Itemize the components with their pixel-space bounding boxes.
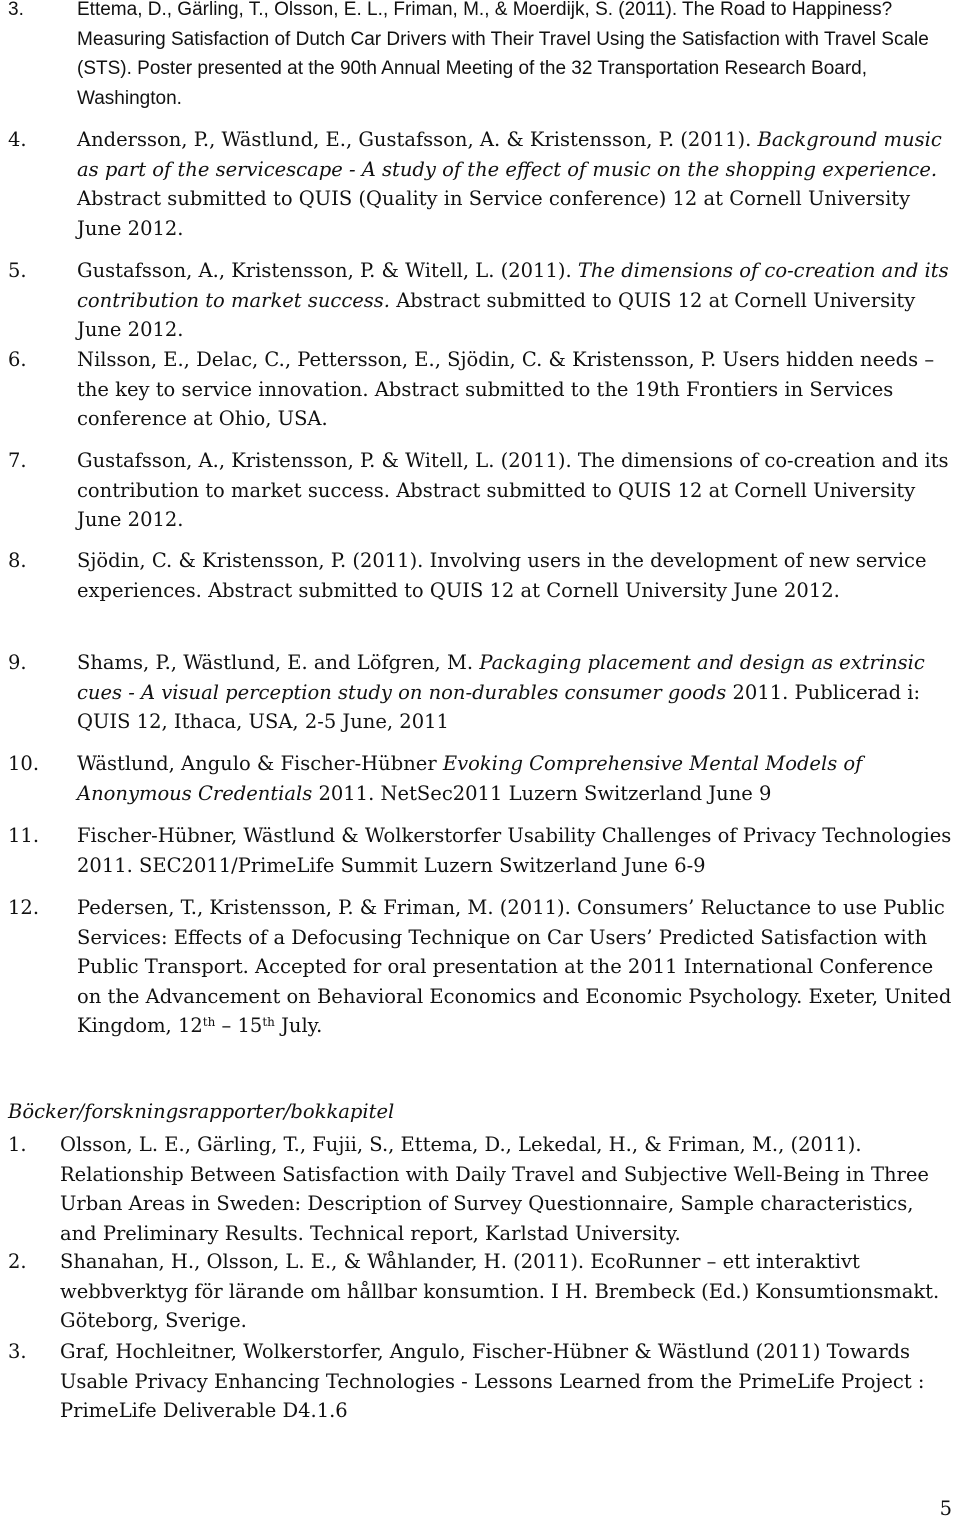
reference-text: Nilsson, E., Delac, C., Pettersson, E., Sjödin, C. & Kristensson, P. Users hidden needs – the key to service innovation. Abstract submitted to the 19th Frontiers in Services conference at Ohio, USA. — [77, 348, 935, 430]
reference-number: 11. — [8, 824, 40, 847]
book-number: 1. — [8, 1133, 27, 1156]
book-text: Graf, Hochleitner, Wolkerstorfer, Angulo, Fischer-Hübner & Wästlund (2011) Towards Usable Privacy Enhancing Technologies - Lessons Learned from the PrimeLife Project : PrimeLife Deliverable D4.1.6 — [60, 1340, 925, 1422]
reference-number: 5. — [8, 259, 27, 282]
reference-venue: Abstract submitted to QUIS 12 at Cornell University June 2012. — [77, 288, 916, 341]
reference-body-end: July. — [274, 1014, 323, 1037]
reference-title: Background music as part of the servicescape - A study of the effect of music on the shopping experience. — [77, 128, 942, 181]
reference-text — [77, 125, 955, 243]
reference-number: 10. — [8, 752, 40, 775]
reference-authors: Andersson, P., Wästlund, E., Gustafsson, A. & Kristensson, P. (2011). — [77, 128, 758, 151]
reference-item — [0, 256, 955, 345]
reference-number: 3. — [8, 0, 24, 20]
book-item — [0, 1130, 955, 1248]
reference-number: 9. — [8, 651, 27, 674]
book-text: Olsson, L. E., Gärling, T., Fujii, S., Ettema, D., Lekedal, H., & Friman, M., (2011). Relationship Between Satisfaction with Daily Travel and Subjective Well-Being in Three Urban Areas in Sweden: Description of Survey Questionnaire, Sample characteristics, and Preliminary Results. Technical report, Karlstad University. — [60, 1133, 929, 1245]
reference-body-cont: – 15 — [215, 1014, 263, 1037]
reference-number: 4. — [8, 128, 27, 151]
section-heading: Böcker/forskningsrapporter/bokkapitel — [8, 1100, 395, 1123]
reference-venue: 2011. NetSec2011 Luzern Switzerland June 9 — [312, 781, 772, 805]
reference-text: Gustafsson, A., Kristensson, P. & Witell, L. (2011). The dimensions of co-creation and its contribution to market success. Abstract submitted to QUIS 12 at Cornell University June 2012. — [77, 449, 949, 531]
reference-text: Sjödin, C. & Kristensson, P. (2011). Involving users in the development of new service experiences. Abstract submitted to QUIS 12 at Cornell University June 2012. — [77, 549, 927, 602]
reference-number: 7. — [8, 449, 27, 472]
reference-item — [0, 546, 955, 605]
reference-authors: Wästlund, Angulo & Fischer-Hübner — [77, 752, 443, 775]
reference-authors: Gustafsson, A., Kristensson, P. & Witell, L. (2011). — [77, 259, 578, 282]
reference-text: Ettema, D., Gärling, T., Olsson, E. L., Friman, M., & Moerdijk, S. (2011). The Road to Happiness? Measuring Satisfaction of Dutch Car Drivers with Their Travel Using the Satisfaction with Travel Scale (STS). Poster presented at the 90th Annual Meeting of the 32 Transportation Research Board, Washington. — [77, 0, 929, 109]
reference-number: 6. — [8, 348, 27, 371]
reference-text — [77, 893, 955, 1041]
superscript-th: th — [262, 1015, 275, 1029]
reference-item — [0, 821, 955, 880]
reference-item — [0, 446, 955, 535]
reference-item — [0, 0, 955, 113]
reference-number: 8. — [8, 549, 27, 572]
book-number: 2. — [8, 1250, 27, 1273]
reference-text: Fischer-Hübner, Wästlund & Wolkerstorfer Usability Challenges of Privacy Technologies 2011. SEC2011/PrimeLife Summit Luzern Switzerland June 6-9 — [77, 824, 952, 877]
reference-item — [0, 345, 955, 434]
reference-title: The dimensions of co-creation and its contribution to market success. — [77, 259, 949, 312]
superscript-th: th — [202, 1015, 216, 1029]
reference-body: Pedersen, T., Kristensson, P. & Friman, M. (2011). Consumers’ Reluctance to use Public Services: Effects of a Defocusing Technique on Car Users’ Predicted Satisfaction with Public Transport. Accepted for oral presentation at the 2011 International Conference on the Advancement on Behavioral Economics and Economic Psychology. Exeter, United Kingdom, 12 — [77, 896, 952, 1037]
reference-number: 12. — [8, 896, 40, 919]
book-item — [0, 1247, 955, 1336]
reference-venue: Abstract submitted to QUIS (Quality in Service conference) 12 at Cornell University June 2012. — [77, 187, 911, 240]
book-item — [0, 1337, 955, 1426]
page-number: 5 — [939, 1497, 952, 1520]
reference-venue: 2011. Publicerad i: QUIS 12, Ithaca, USA, 2-5 June, 2011 — [77, 680, 921, 733]
book-text: Shanahan, H., Olsson, L. E., & Wåhlander, H. (2011). EcoRunner – ett interaktivt webbverktyg för lärande om hållbar konsumtion. I H. Brembeck (Ed.) Konsumtionsmakt. Göteborg, Sverige. — [60, 1250, 940, 1332]
reference-item — [0, 648, 955, 737]
reference-item — [0, 125, 955, 243]
reference-item — [0, 893, 955, 1041]
reference-text — [77, 648, 955, 737]
reference-text — [77, 749, 955, 808]
book-number: 3. — [8, 1340, 27, 1363]
reference-title: Evoking Comprehensive Mental Models of Anonymous Credentials — [77, 752, 863, 805]
reference-title: Packaging placement and design as extrinsic cues - A visual perception study on non-durables consumer goods — [77, 651, 925, 704]
reference-text — [77, 256, 955, 345]
reference-item — [0, 749, 955, 808]
reference-authors: Shams, P., Wästlund, E. and Löfgren, M. — [77, 651, 480, 674]
